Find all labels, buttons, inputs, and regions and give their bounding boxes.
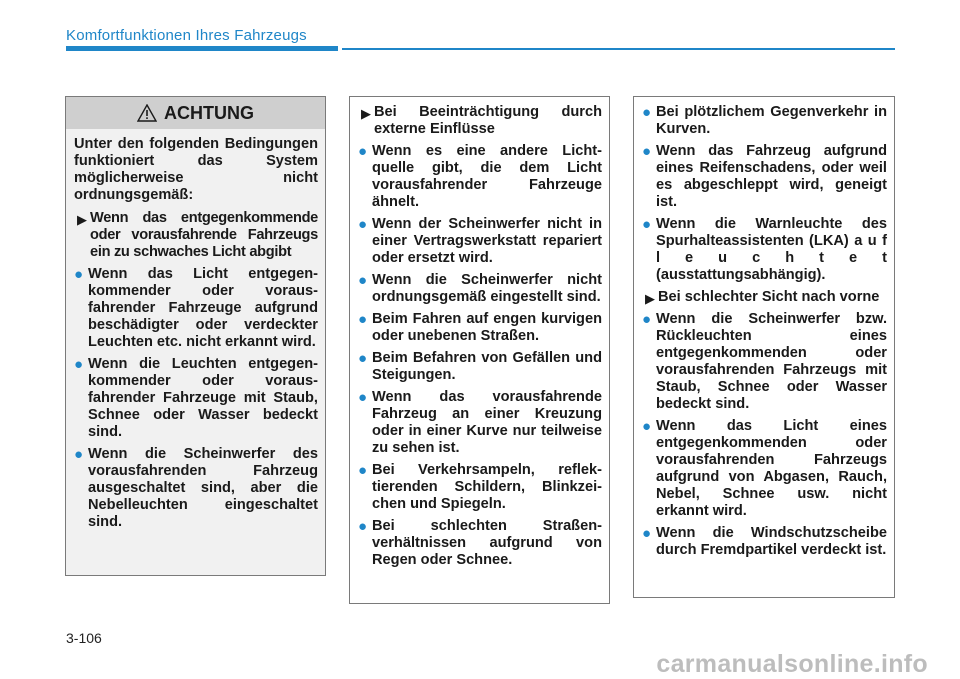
list-item-text: Wenn die Scheinwerfer nicht ordnungsgemäß eingestellt sind. [372, 272, 602, 305]
list-item [358, 311, 602, 345]
caution-intro: Unter den folgenden Bedingungen funktioniert das System möglicherweise nicht ordnungsgemäß: [74, 136, 318, 203]
warning-triangle-icon [137, 104, 157, 122]
list-item-text: Wenn es eine andere Licht-quelle gibt, die dem Licht vorausfahrender Fahrzeuge ähnelt. [372, 143, 602, 210]
bullet-dot-icon: ● [642, 418, 652, 435]
caution-heading: ACHTUNG [164, 102, 254, 123]
bullet-dot-icon: ● [358, 462, 368, 479]
caution-section-title: Wenn das entgegenkommende oder vorausfahrende Fahrzeugs ein zu schwaches Licht abgibt [90, 210, 318, 260]
list-item-text: Wenn das vorausfahrende Fahrzeug an einer Kreuzung oder in einer Kurve nur teilweise zu sehen ist. [372, 389, 602, 456]
header-rule-thick [66, 46, 338, 51]
list-item-text: Wenn das Fahrzeug aufgrund eines Reifenschadens, oder weil es abgeschleppt wird, geneigt ist. [656, 143, 887, 210]
bullet-dot-icon: ● [642, 525, 652, 542]
list-item-text: Bei Verkehrsampeln, reflek-tierenden Schildern, Blinkzei-chen und Spiegeln. [372, 462, 602, 512]
bullet-dot-icon: ● [358, 350, 368, 367]
list-item [358, 216, 602, 267]
bullet-dot-icon: ● [74, 266, 84, 283]
list-item-text: Wenn die Scheinwerfer des vorausfahrenden Fahrzeug ausgeschaltet sind, aber die Nebelleuchten eingeschaltet sind. [88, 446, 318, 530]
watermark: carmanualsonline.info [656, 650, 928, 678]
bullet-dot-icon: ● [358, 143, 368, 160]
list-item-text: Bei plötzlichem Gegenverkehr in Kurven. [656, 104, 887, 137]
right-content [634, 97, 894, 559]
middle-section-title: Bei Beeinträchtigung durch externe Einflüsse [374, 104, 602, 137]
bullet-dot-icon: ● [642, 216, 652, 233]
list-item [642, 311, 887, 413]
bullet-dot-icon: ● [358, 389, 368, 406]
list-item [358, 462, 602, 513]
caution-content [66, 129, 325, 531]
bullet-dot-icon: ● [358, 518, 368, 535]
bullet-dot-icon: ● [642, 104, 652, 121]
list-item [358, 518, 602, 569]
list-item [358, 272, 602, 306]
list-item-text: Wenn der Scheinwerfer nicht in einer Vertragswerkstatt repariert oder ersetzt wird. [372, 216, 602, 266]
middle-info-box [349, 96, 610, 604]
right-section [642, 289, 887, 306]
right-triangle-arrow-icon: ▶ [77, 212, 87, 227]
right-info-box [633, 96, 895, 598]
list-item-text: Wenn die Leuchten entgegen-kommender oder voraus-fahrender Fahrzeuge mit Staub, Schnee oder Wasser bedeckt sind. [88, 356, 318, 440]
list-item-text: Wenn das Licht eines entgegenkommenden oder vorausfahrenden Fahrzeugs aufgrund von Abgasen, Rauch, Nebel, Schnee usw. nicht erkannt wird. [656, 418, 887, 519]
list-item-text: Beim Befahren von Gefällen und Steigungen. [372, 350, 602, 383]
bullet-dot-icon: ● [74, 446, 84, 463]
middle-content [350, 97, 609, 569]
bullet-dot-icon: ● [358, 311, 368, 328]
list-item-text: Bei schlechten Straßen-verhältnissen aufgrund von Regen oder Schnee. [372, 518, 602, 568]
list-item [642, 525, 887, 559]
list-item [74, 356, 318, 441]
list-item-text: Wenn das Licht entgegen-kommender oder voraus-fahrender Fahrzeuge aufgrund beschädigter oder verdeckter Leuchten etc. nicht erkannt wird. [88, 266, 318, 350]
caution-box [65, 96, 326, 576]
bullet-dot-icon: ● [358, 272, 368, 289]
list-item-text: Beim Fahren auf engen kurvigen oder unebenen Straßen. [372, 311, 602, 344]
header-rule-thin [342, 48, 895, 50]
caution-section [74, 210, 318, 261]
list-item [74, 266, 318, 351]
list-item [358, 350, 602, 384]
list-item [642, 104, 887, 138]
section-header-title: Komfortfunktionen Ihres Fahrzeugs [66, 27, 307, 44]
list-item [642, 418, 887, 520]
list-item [642, 216, 887, 284]
list-item-text: Wenn die Scheinwerfer bzw. Rückleuchten eines entgegenkommenden oder vorausfahrenden Fahrzeugs mit Staub, Schnee oder Wasser bedeckt sind. [656, 311, 887, 412]
right-triangle-arrow-icon: ▶ [645, 291, 655, 306]
list-item [642, 143, 887, 211]
middle-section [358, 104, 602, 138]
caution-header [66, 97, 325, 129]
right-section-title: Bei schlechter Sicht nach vorne [658, 289, 880, 305]
bullet-dot-icon: ● [642, 311, 652, 328]
bullet-dot-icon: ● [358, 216, 368, 233]
page-number: 3-106 [66, 630, 102, 646]
bullet-dot-icon: ● [74, 356, 84, 373]
list-item-text: Wenn die Windschutzscheibe durch Fremdpartikel verdeckt ist. [656, 525, 887, 558]
list-item-text: Wenn die Warnleuchte des Spurhalteassistenten (LKA) a u f l e u c h t e t (ausstattungsabhängig). [656, 216, 887, 283]
bullet-dot-icon: ● [642, 143, 652, 160]
right-triangle-arrow-icon: ▶ [361, 106, 371, 121]
list-item [74, 446, 318, 531]
list-item [358, 143, 602, 211]
list-item [358, 389, 602, 457]
